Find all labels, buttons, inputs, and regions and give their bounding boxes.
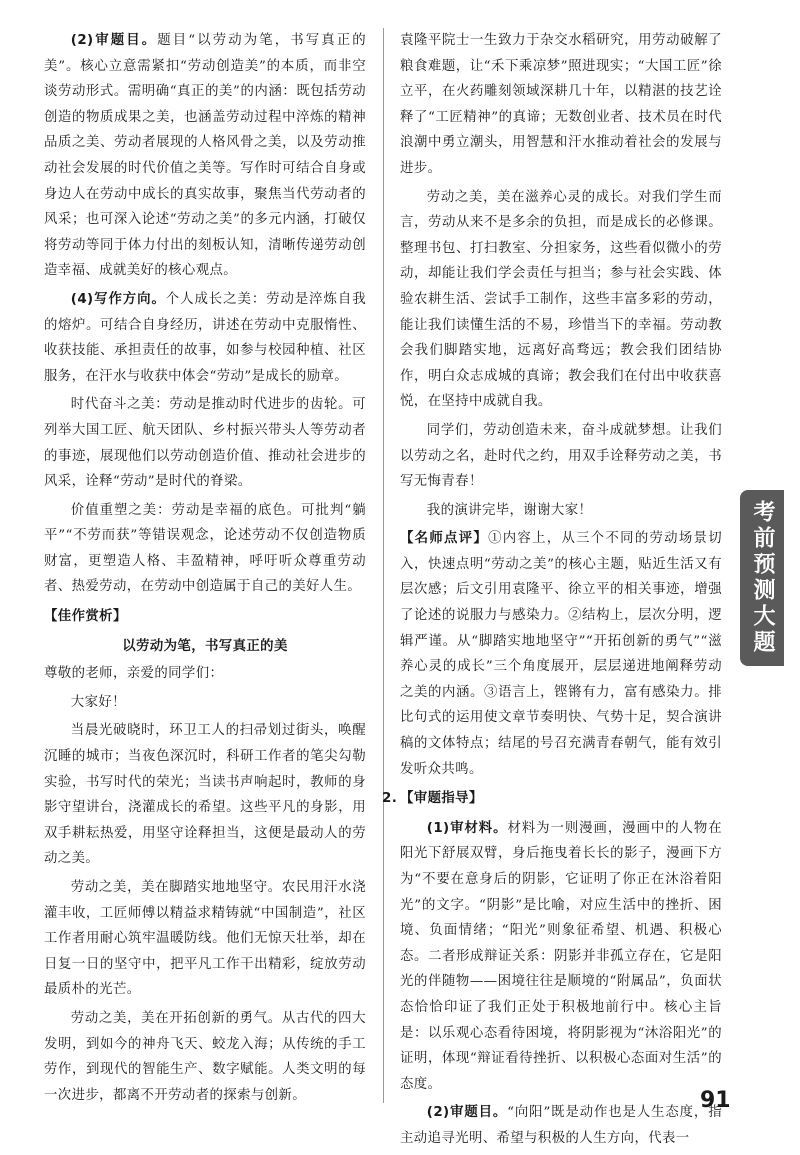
essay-greeting: 尊敬的老师，亲爱的同学们： — [44, 666, 224, 682]
essay-paragraph-3: 劳动之美，美在开拓创新的勇气。从古代的四大发明，到如今的神舟飞天、蛟龙入海；从传统的手工劳作，到现代的智能生产、数字赋能。人类文明的每一次进步，都离不开劳动者的探索与创新。 — [44, 1010, 366, 1103]
left-column — [44, 28, 366, 1111]
essay-title: 以劳动为笔，书写真正的美 — [122, 638, 288, 654]
guide-heading — [382, 786, 722, 812]
paragraph-review-title-2 — [400, 1100, 722, 1151]
label-review-material: (1)审材料。 — [426, 820, 508, 836]
paragraph-review-material — [400, 816, 722, 1098]
label-review-title-2: (2)审题目。 — [426, 1105, 508, 1121]
label-review-title: (2)审题目。 — [70, 33, 158, 48]
teacher-comment — [400, 526, 722, 782]
text-teacher-comment: ①内容上，从三个不同的劳动场景切入，快速点明“劳动之美”的核心主题，贴近生活又有层次感；后文引用袁隆平、徐立平的相关事迹，增强了论述的说服力与感染力。②结构上，层次分明，逻辑严谨。从“脚踏实地地坚守”“开拓创新的勇气”“滋养心灵的成长”三个角度展开，层层递进地阐释劳动之美的内涵。③语言上，铿锵有力，富有感染力。排比句式的运用使文章节奏明快、气势十足，契合演讲稿的文体特点；结尾的号召充满青春朝气，能有效引发听众共鸣。 — [400, 531, 722, 777]
paragraph-value-reshape: 价值重塑之美：劳动是幸福的底色。可批判“躺平”“不劳而获”等错误观念，论述劳动不仅创造物质财富，更塑造人格、丰盈精神，呼吁听众尊重劳动者、热爱劳动，在劳动中创造属于自己的美好人生。 — [44, 502, 366, 595]
essay-paragraph-6: 同学们，劳动创造未来，奋斗成就梦想。让我们以劳动之名，赴时代之约，用双手诠释劳动之美，书写无悔青春！ — [400, 422, 722, 490]
column-divider — [383, 28, 384, 1103]
text-review-title: 题目“以劳动为笔，书写真正的美”。核心立意需紧扣“劳动创造美”的本质，而非空谈劳动形式。需明确“真正的美”的内涵：既包括劳动创造的物质成果之美，也涵盖劳动过程中淬炼的精神品质之美、劳动者展现的人格风骨之美，以及劳动推动社会发展的时代价值之美等。写作时可结合自身或身边人在劳动中成长的真实故事，聚焦当代劳动者的风采；也可深入论述“劳动之美”的多元内涵，打破仅将劳动等同于体力付出的刻板认知，清晰传递劳动创造幸福、成就美好的核心观点。 — [44, 33, 366, 279]
label-guide: 【审题指导】 — [400, 791, 483, 807]
section-label-model-essay: 【佳作赏析】 — [44, 609, 127, 625]
page-number: 91 — [700, 1088, 731, 1113]
right-column — [382, 28, 723, 1155]
label-teacher-comment: 【名师点评】 — [400, 531, 489, 547]
paragraph-era-struggle: 时代奋斗之美：劳动是推动时代进步的齿轮。可列举大国工匠、航天团队、乡村振兴带头人等劳动者的事迹，展现他们以劳动创造价值、推动社会进步的风采，诠释“劳动”是时代的脊梁。 — [44, 397, 366, 490]
essay-paragraph-2: 劳动之美，美在脚踏实地地坚守。农民用汗水浇灌丰收，工匠师傅以精益求精铸就“中国制造”，社区工作者用耐心筑牢温暖防线。他们无惊天壮举，却在日复一日的坚守中，把平凡工作干出精彩，绽放劳动最质朴的光芒。 — [44, 880, 366, 998]
label-writing-direction: (4)写作方向。 — [70, 291, 166, 307]
essay-paragraph-4: 袁隆平院士一生致力于杂交水稻研究，用劳动破解了粮食难题，让“禾下乘凉梦”照进现实；“大国工匠”徐立平，在火药雕刻领域深耕几十年，以精湛的技艺诠释了“工匠精神”的真谛；无数创业者、技术员在时代浪潮中勇立潮头，用智慧和汗水推动着社会的发展与进步。 — [400, 33, 722, 176]
item-number: 2. — [382, 791, 398, 807]
section-side-tab: 考前预测大题 — [740, 490, 784, 666]
paragraph-writing-direction — [44, 287, 366, 389]
text-review-title-2: “向阳”既是动作也是人生态度，指主动追寻光明、希望与积极的人生方向，代表一 — [400, 1105, 723, 1146]
essay-hello: 大家好！ — [70, 694, 126, 710]
text-review-material: 材料为一则漫画，漫画中的人物在阳光下舒展双臂，身后拖曳着长长的影子，漫画下方为“不要在意身后的阴影，它证明了你正在沐浴着阳光”的文字。“阴影”是比喻，对应生活中的挫折、困境、负面情绪；“阳光”则象征希望、机遇、积极心态。二者形成辩证关系：阴影并非孤立存在，它是阳光的伴随物——困境往往是顺境的“附属品”，负面状态恰恰印证了我们正处于积极地前行中。核心主旨是：以乐观心态看待困境，将阴影视为“沐浴阳光”的证明，体现“辩证看待挫折、以积极心态面对生活”的态度。 — [400, 820, 723, 1092]
essay-closing: 我的演讲完毕，谢谢大家！ — [426, 502, 593, 518]
essay-paragraph-1: 当晨光破晓时，环卫工人的扫帚划过街头，唤醒沉睡的城市；当夜色深沉时，科研工作者的笔尖勾勒实验，书写时代的荣光；当读书声响起时，教师的身影守望讲台，浇灌成长的希望。这些平凡的身影，用双手耕耘热爱，用坚守诠释担当，这便是最动人的劳动之美。 — [44, 723, 366, 867]
essay-paragraph-5: 劳动之美，美在滋养心灵的成长。对我们学生而言，劳动从来不是多余的负担，而是成长的必修课。整理书包、打扫教室、分担家务，这些看似微小的劳动，却能让我们学会责任与担当；参与社会实践、体验农耕生活、尝试手工制作，这些丰富多彩的劳动，能让我们读懂生活的不易，珍惜当下的幸福。劳动教会我们脚踏实地，远离好高骛远；教会我们团结协作，明白众志成城的真谛；教会我们在付出中收获喜悦，在坚持中成就自我。 — [400, 189, 722, 410]
text-writing-direction: 个人成长之美：劳动是淬炼自我的熔炉。可结合自身经历，讲述在劳动中克服惰性、收获技能、承担责任的故事，如参与校园种植、社区服务，在汗水与收获中体会“劳动”是成长的励章。 — [44, 291, 366, 384]
paragraph-review-title — [44, 28, 366, 284]
